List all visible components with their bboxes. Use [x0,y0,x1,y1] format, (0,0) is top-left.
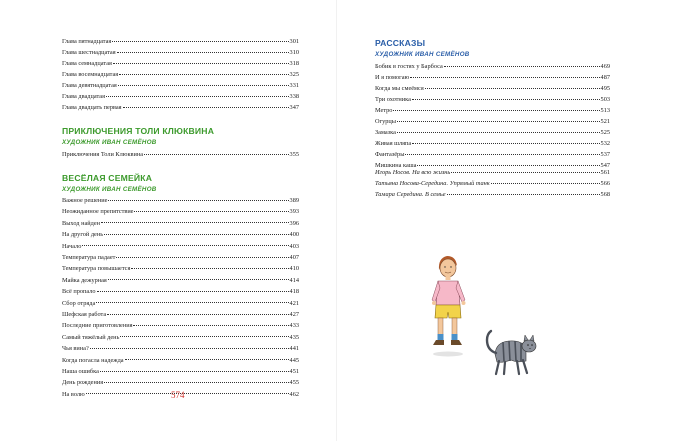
dot-leader [412,99,600,100]
toc-entry-page: 445 [289,356,299,364]
dot-leader [107,314,288,315]
dot-leader [90,348,289,349]
toc-entry [375,168,610,178]
book-gutter [336,0,337,441]
toc-entry-title: Тамара Середина. В семье [375,191,446,198]
toc-entry [375,190,610,200]
toc-entry-page: 487 [600,74,610,81]
dot-leader [131,268,288,269]
toc-entry-title: На другой день [62,231,104,239]
toc-entry-title: Глава двадцатая [62,93,105,100]
toc-entry-page: 410 [289,265,299,273]
toc-entry [375,179,610,189]
dot-leader [134,211,288,212]
toc-entry [375,139,610,149]
toc-entry-page: 525 [600,129,610,136]
toc-entry-page: 310 [289,49,299,56]
toc-entry [375,62,610,72]
toc-entry-title: Глава девятнадцатая [62,82,117,89]
toc-entry-page: 355 [289,151,299,158]
toc-entry-page: 561 [600,169,610,176]
toc-entry [62,356,299,366]
toc-entry-page: 338 [289,93,299,100]
toc-entry-title: Майка дежурная [62,276,107,284]
toc-entry [62,378,299,388]
toc-entry-page: 301 [289,38,299,45]
toc-entry-page: 451 [289,368,299,375]
dot-leader [82,245,288,246]
toc-entry-page: 414 [289,276,299,284]
toc-entry [62,219,299,229]
toc-entry-title: Когда погасла надежда [62,356,124,364]
toc-entry [62,367,299,377]
toc-entry-page: 537 [600,151,610,158]
toc-entry [62,207,299,217]
dot-leader [451,172,599,173]
toc-entry-page: 455 [289,379,299,387]
section-subtitle-tolya: ХУДОЖНИК ИВАН СЕМЁНОВ [62,139,157,146]
dot-leader [491,183,600,184]
toc-entry [62,103,299,113]
toc-entry-page: 568 [600,191,610,198]
toc-entry-page: 418 [289,288,299,296]
toc-entry-page: 389 [289,197,299,204]
toc-entry-title: Глава шестнадцатая [62,49,116,56]
dot-leader [106,96,289,97]
toc-entry-title: Шефская работа [62,311,107,318]
toc-entry [62,70,299,80]
toc-entry [62,81,299,91]
section-title-stories: РАССКАЗЫ [375,38,426,48]
toc-entry-title: Всё пропало [62,288,96,296]
toc-entry [375,128,610,138]
toc-entry-page: 403 [289,242,299,250]
toc-entry-title: Важное решение [62,197,108,204]
toc-entry [62,287,299,297]
toc-entry [62,344,299,354]
toc-entry [62,150,299,160]
toc-entry [62,37,299,47]
dot-leader [86,393,289,394]
toc-entry [62,264,299,274]
toc-entry-title: День рождения [62,379,104,387]
toc-entry-title: Глава семнадцатая [62,60,112,67]
toc-entry-title: Последние приготовления [62,322,133,330]
toc-entry [62,59,299,69]
dot-leader [397,132,600,133]
dot-leader [108,200,288,201]
illustration [425,250,550,390]
toc-entry-title: Фантазёры [375,151,405,158]
toc-entry [62,253,299,263]
dot-leader [104,234,288,235]
dot-leader [447,194,600,195]
toc-entry-title: Глава пятнадцатая [62,38,112,45]
dot-leader [397,121,600,122]
toc-entry-title: Игорь Носов. На всю жизнь [375,169,451,176]
toc-entry-page: 566 [600,180,610,187]
toc-entry-title: Три охотника [375,96,411,103]
dot-leader [405,154,599,155]
dot-leader [101,222,289,223]
toc-entry-title: Когда мы смеёмся [375,85,424,92]
toc-entry [375,73,610,83]
toc-entry-title: Приключения Толи Клюквина [62,151,144,158]
toc-entry-title: Метро [375,107,393,114]
dot-leader [96,302,288,303]
section-subtitle-family: ХУДОЖНИК ИВАН СЕМЁНОВ [62,186,157,193]
toc-entry-title: Огурцы [375,118,397,125]
dot-leader [119,74,288,75]
dot-leader [393,110,599,111]
toc-entry [62,48,299,58]
dot-leader [100,371,289,372]
toc-entry-page: 441 [289,345,299,353]
toc-entry-title: Бобик в гостях у Барбоса [375,63,443,70]
toc-entry-title: Татьяна Носова-Середина. Упрямый танк [375,180,490,187]
toc-entry [62,276,299,286]
dot-leader [425,88,600,89]
toc-entry-title: Глава восемнадцатая [62,71,119,78]
toc-entry-title: Самый тяжёлый день [62,333,120,341]
toc-entry-title: Чья вина? [62,345,89,353]
dot-leader [133,325,288,326]
toc-entry-title: На волю [62,390,85,398]
dot-leader [123,107,289,108]
toc-entry-page: 421 [289,299,299,307]
toc-entry [62,242,299,252]
toc-entry [375,106,610,116]
dot-leader [113,63,289,64]
dot-leader [108,279,289,280]
toc-entry-page: 462 [289,390,299,398]
toc-entry-page: 325 [289,71,299,78]
dot-leader [117,52,289,53]
toc-entry-title: Замазка [375,129,396,136]
section-title-family: ВЕСЁЛАЯ СЕМЕЙКА [62,173,153,183]
toc-entry-page: 513 [600,107,610,114]
toc-entry-title: Температура повышается [62,265,131,273]
toc-entry-page: 521 [600,118,610,125]
toc-entry-title: Наша ошибка [62,368,99,375]
dot-leader [125,359,289,360]
toc-entry-page: 469 [600,63,610,70]
toc-entry-title: Сбор отряда [62,299,96,307]
toc-entry-page: 407 [289,254,299,261]
toc-entry-title: Начало [62,242,82,250]
section-subtitle-stories: ХУДОЖНИК ИВАН СЕМЁНОВ [375,51,470,58]
toc-entry [62,196,299,206]
section-title-tolya: ПРИКЛЮЧЕНИЯ ТОЛИ КЛЮКВИНА [62,126,215,136]
toc-entry [62,321,299,331]
toc-entry-page: 532 [600,140,610,147]
toc-entry-title: Глава двадцать первая [62,104,122,111]
toc-entry-title: Неожиданное препятствие [62,208,134,216]
toc-entry-page: 433 [289,322,299,330]
boy-illustration-icon [432,256,466,357]
toc-entry-page: 400 [289,231,299,239]
dot-leader [410,77,599,78]
toc-entry [375,84,610,94]
toc-entry-page: 435 [289,333,299,341]
dot-leader [412,143,599,144]
toc-entry-page: 495 [600,85,610,92]
toc-entry-page: 547 [600,162,610,169]
toc-entry-page: 331 [289,82,299,89]
toc-entry [375,150,610,160]
dot-leader [97,291,289,292]
dot-leader [417,165,599,166]
dot-leader [112,41,288,42]
dot-leader [444,66,600,67]
toc-entry [375,117,610,127]
toc-entry [375,95,610,105]
toc-entry [62,230,299,240]
toc-entry-page: 503 [600,96,610,103]
toc-entry [62,333,299,343]
dot-leader [120,336,288,337]
dot-leader [116,257,288,258]
dot-leader [118,85,289,86]
dot-leader [104,382,288,383]
toc-entry-title: Живая шляпа [375,140,412,147]
toc-entry-title: И я помогаю [375,74,410,81]
dot-leader [144,154,289,155]
toc-entry-page: 318 [289,60,299,67]
page-number: 574 [171,390,185,400]
toc-entry-title: Мишкина каша [375,162,417,169]
toc-entry-title: Температура падает [62,254,116,261]
toc-entry-page: 393 [289,208,299,216]
cat-illustration-icon [487,331,536,374]
toc-entry-page: 427 [289,311,299,318]
toc-entry-page: 347 [289,104,299,111]
toc-entry-title: Выход найден [62,219,100,227]
toc-entry [62,92,299,102]
toc-entry [62,299,299,309]
toc-entry [62,310,299,320]
toc-entry-page: 396 [289,219,299,227]
